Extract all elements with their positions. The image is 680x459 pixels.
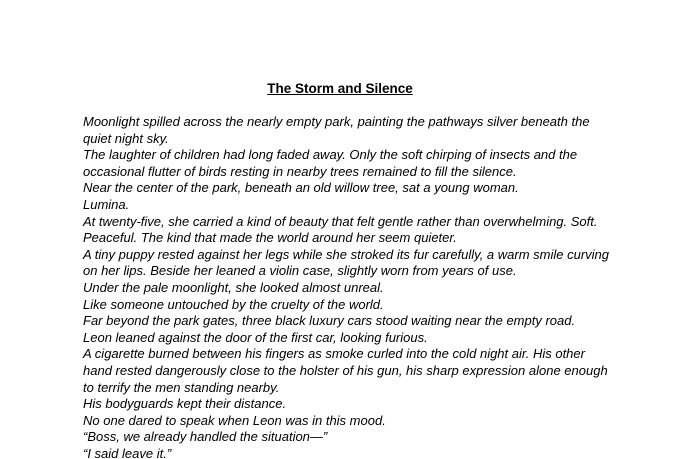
body-line: occasional flutter of birds resting in nearby trees remained to fill the silence. — [83, 163, 517, 179]
body-line: The laughter of children had long faded away. Only the soft chirping of insects and the — [83, 147, 578, 163]
body-line: Near the center of the park, beneath an old willow tree, sat a young woman. — [83, 180, 519, 196]
body-line: “Boss, we already handled the situation—” — [83, 429, 328, 445]
body-line: Leon leaned against the door of the first car, looking furious. — [83, 329, 428, 345]
body-line: “I said leave it.” — [83, 445, 172, 459]
body-line: Moonlight spilled across the nearly empty park, painting the pathways silver beneath the — [83, 114, 590, 129]
body-line: A tiny puppy rested against her legs while she stroked its fur carefully, a warm smile curving — [83, 246, 610, 262]
body-line: Lumina. — [83, 196, 130, 212]
body-line: No one dared to speak when Leon was in this mood. — [83, 412, 386, 428]
body-line: Peaceful. The kind that made the world around her seem quieter. — [83, 230, 457, 246]
body-line: hand rested dangerously close to the holster of his gun, his sharp expression alone enough — [83, 362, 608, 378]
body-line: Under the pale moonlight, she looked almost unreal. — [83, 279, 384, 295]
body-line: Far beyond the park gates, three black luxury cars stood waiting near the empty road. — [83, 313, 576, 329]
body-line: His bodyguards kept their distance. — [83, 396, 287, 412]
body-line: Like someone untouched by the cruelty of the world. — [83, 296, 384, 312]
document-body — [83, 114, 610, 459]
document-title: The Storm and Silence — [267, 81, 413, 96]
body-line: A cigarette burned between his fingers as smoke curled into the cold night air. His other — [83, 346, 585, 362]
body-line: At twenty-five, she carried a kind of beauty that felt gentle rather than overwhelming. Soft. — [83, 213, 598, 229]
body-line: quiet night sky. — [83, 130, 169, 146]
body-line: to terrify the men standing nearby. — [83, 379, 280, 395]
body-line: on her lips. Beside her leaned a violin case, slightly worn from years of use. — [83, 263, 517, 279]
